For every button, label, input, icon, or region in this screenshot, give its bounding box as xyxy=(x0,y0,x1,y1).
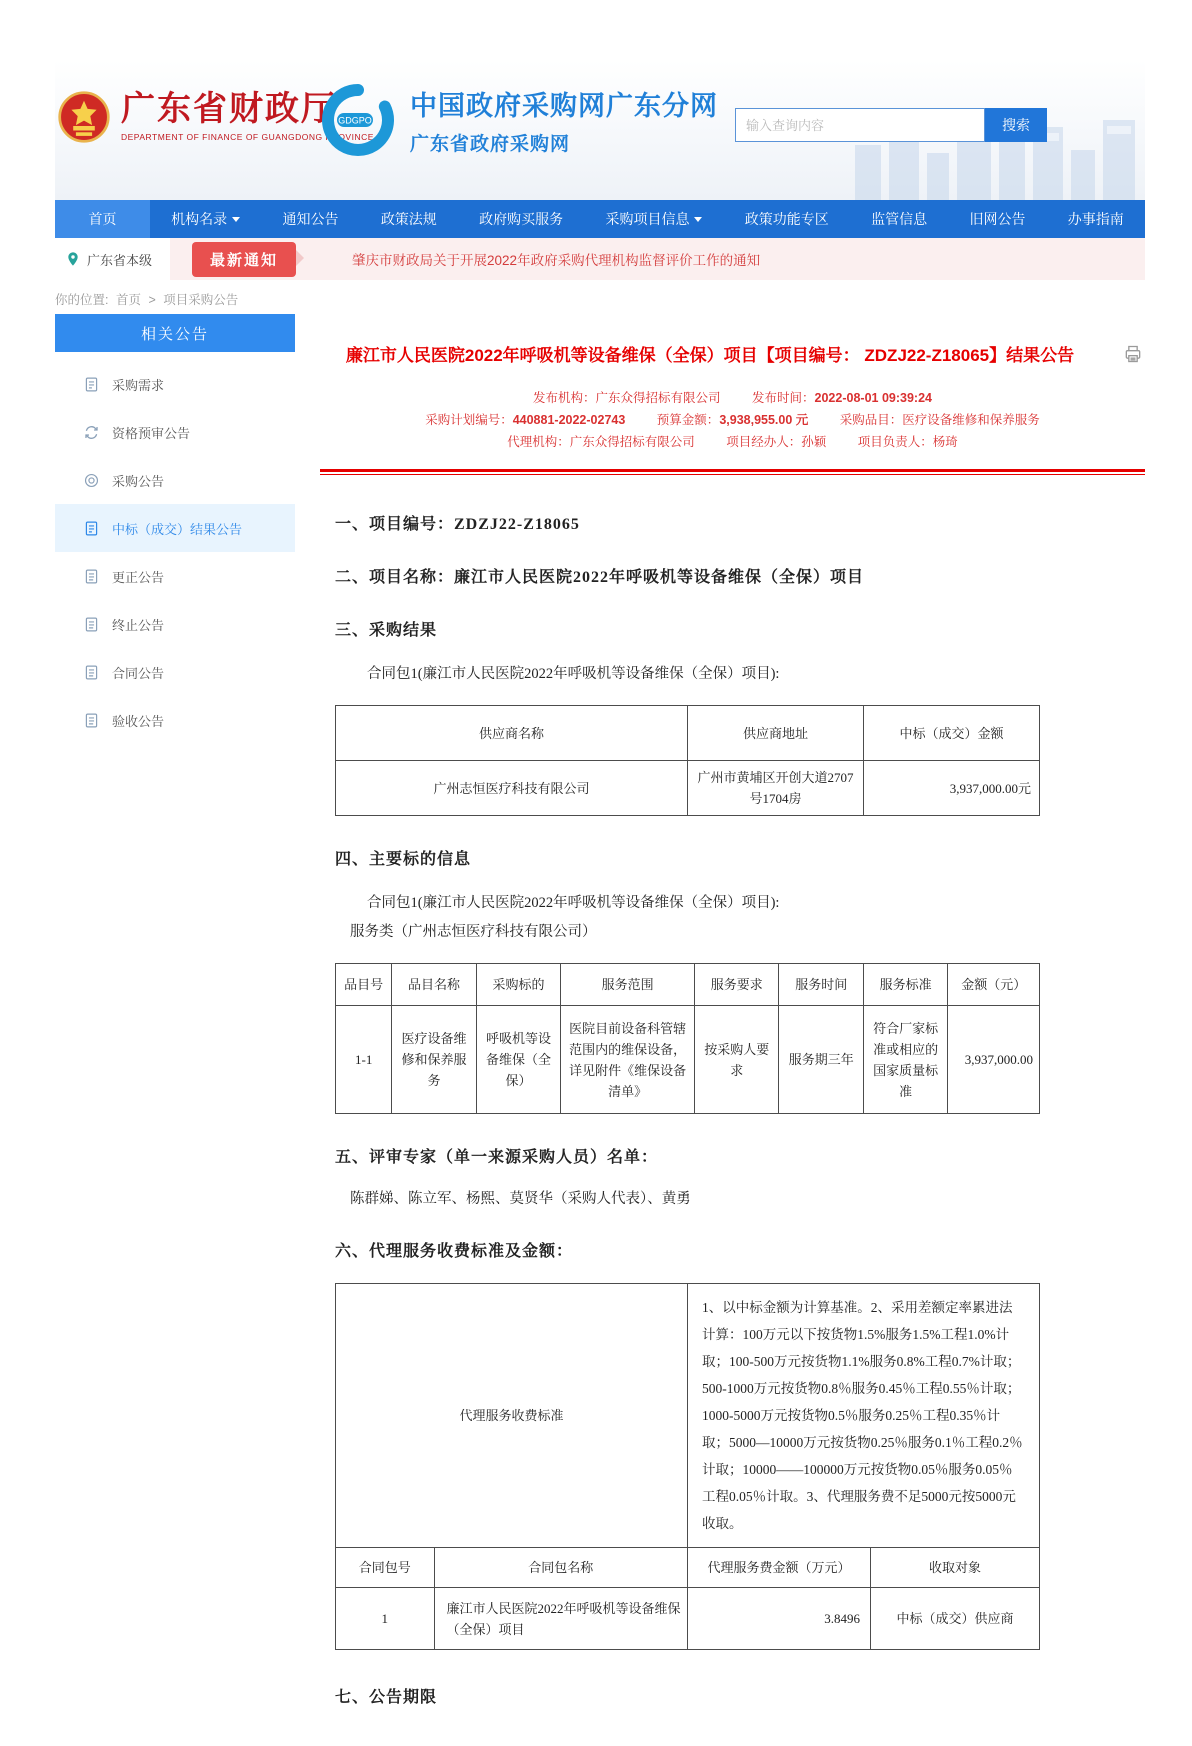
section-procurement-result: 三、采购结果 xyxy=(335,622,438,639)
fee-standard-description: 1、以中标金额为计算基准。2、采用差额定率累进法计算：100万元以下按货物1.5%服务1.5%工程1.0%计取；100-500万元按货物1.1%服务0.8%工程0.7%计取；500-1000万元按货物0.8％服务0.45％工程0.55％计取；1000-5000万元按货物0.5％服务0.25％工程0.35％计取；5000—10000万元按货物0.25％服务0.1％工程0.2％计取；10000——100000万元按货物0.05％服务0.05％工程0.05％计取。3、代理服务费不足5000元按5000元收取。 xyxy=(688,1284,1040,1548)
service-requirement: 按采购人要求 xyxy=(695,1006,779,1114)
main-nav xyxy=(55,200,1145,238)
document-icon xyxy=(83,712,100,729)
announcement-meta xyxy=(320,387,1145,453)
sidebar-title: 相关公告 xyxy=(55,314,295,352)
fee-payer: 中标（成交）供应商 xyxy=(871,1588,1040,1650)
table-header-row xyxy=(336,1548,1040,1588)
search-button[interactable]: 搜索 xyxy=(985,108,1047,142)
document-icon xyxy=(83,376,100,393)
package-fee-table xyxy=(335,1547,1040,1650)
section-experts: 五、评审专家（单一来源采购人员）名单： xyxy=(335,1149,659,1166)
search-bar xyxy=(735,108,1047,142)
section-agency-fee: 六、代理服务收费标准及金额： xyxy=(335,1243,574,1260)
meta-value: 医疗设备维修和保养服务 xyxy=(902,413,1040,427)
subject-table xyxy=(335,963,1040,1114)
meta-label: 项目经办人： xyxy=(726,435,802,449)
dept-title: 广东省财政厅 xyxy=(121,91,337,128)
nav-label: 政策法规 xyxy=(380,211,437,227)
package-name: 廉江市人民医院2022年呼吸机等设备维保（全保）项目 xyxy=(434,1588,687,1650)
nav-label: 政府购买服务 xyxy=(479,211,564,227)
nav-item-home[interactable] xyxy=(55,200,150,238)
meta-value: 广东众得招标有限公司 xyxy=(569,435,695,449)
package-number: 1 xyxy=(336,1588,435,1650)
service-scope: 医院目前设备科管辖范围内的维保设备，详见附件《维保设备清单》 xyxy=(561,1006,695,1114)
section-notice-period: 七、公告期限 xyxy=(335,1689,438,1706)
contract-package-note: 合同包1(廉江市人民医院2022年呼吸机等设备维保（全保）项目): xyxy=(367,666,780,682)
table-row xyxy=(336,1006,1040,1114)
site-header xyxy=(55,60,1145,200)
announcement-body xyxy=(320,475,1145,1707)
chevron-down-icon xyxy=(694,217,702,222)
location-pin-icon xyxy=(65,251,81,267)
sidebar-item-label: 终止公告 xyxy=(112,617,165,633)
sidebar-item-label: 更正公告 xyxy=(112,569,165,585)
column-header: 采购标的 xyxy=(476,964,560,1006)
sidebar-item-procurement-notice[interactable] xyxy=(55,456,295,504)
nav-label: 旧网公告 xyxy=(969,211,1026,227)
meta-label: 采购计划编号： xyxy=(425,413,513,427)
sidebar-item-label: 验收公告 xyxy=(112,713,165,729)
nav-label: 办事指南 xyxy=(1067,211,1124,227)
result-table xyxy=(335,705,1040,816)
column-header: 代理服务费金额（万元） xyxy=(687,1548,870,1588)
table-row xyxy=(336,761,1040,816)
breadcrumb-prefix: 你的位置: xyxy=(55,293,109,307)
national-emblem-icon xyxy=(57,88,111,146)
sidebar-item-label: 采购需求 xyxy=(112,377,165,393)
expert-names: 陈群娣、陈立军、杨熙、莫贤华（采购人代表）、黄勇 xyxy=(350,1191,691,1207)
document-icon xyxy=(83,568,100,585)
sidebar-item-award-result-notice[interactable] xyxy=(55,504,295,552)
page xyxy=(0,60,1192,1746)
column-header: 服务要求 xyxy=(695,964,779,1006)
procurement-target: 呼吸机等设备维保（全保） xyxy=(476,1006,560,1114)
supplier-address: 广州市黄埔区开创大道2707号1704房 xyxy=(688,761,864,816)
nav-label: 政策功能专区 xyxy=(744,211,829,227)
nav-label: 监管信息 xyxy=(871,211,928,227)
column-header: 服务时间 xyxy=(779,964,863,1006)
breadcrumb xyxy=(55,290,1192,308)
item-number: 1-1 xyxy=(336,1006,392,1114)
document-icon xyxy=(83,664,100,681)
column-header: 供应商名称 xyxy=(336,706,688,761)
meta-value: 广东众得招标有限公司 xyxy=(595,391,721,405)
amount: 3,937,000.00 xyxy=(948,1006,1040,1114)
nav-item-gov-purchase-service[interactable] xyxy=(458,200,584,238)
notice-bar xyxy=(55,238,1145,280)
meta-label: 发布时间： xyxy=(752,391,815,405)
sidebar xyxy=(55,314,295,764)
column-header: 中标（成交）金额 xyxy=(864,706,1040,761)
service-standard: 符合厂家标准或相应的国家质量标准 xyxy=(863,1006,947,1114)
nav-label: 通知公告 xyxy=(282,211,339,227)
column-header: 收取对象 xyxy=(871,1548,1040,1588)
sidebar-item-contract-notice[interactable] xyxy=(55,648,295,696)
nav-label: 采购项目信息 xyxy=(605,211,690,227)
sidebar-item-label: 资格预审公告 xyxy=(112,425,191,441)
fee-standard-table xyxy=(335,1283,1040,1548)
document-icon xyxy=(83,616,100,633)
nav-item-supervision[interactable] xyxy=(850,200,948,238)
sidebar-item-termination-notice[interactable] xyxy=(55,600,295,648)
sidebar-item-label: 采购公告 xyxy=(112,473,165,489)
column-header: 品目号 xyxy=(336,964,392,1006)
meta-value: 3,938,955.00 元 xyxy=(719,413,809,427)
table-header-row xyxy=(336,964,1040,1006)
meta-value: 孙颖 xyxy=(801,435,827,449)
table-row xyxy=(336,1588,1040,1650)
column-header: 品目名称 xyxy=(392,964,476,1006)
column-header: 合同包名称 xyxy=(434,1548,687,1588)
breadcrumb-separator: > xyxy=(148,293,156,307)
document-icon xyxy=(83,520,100,537)
announcement-title: 廉江市人民医院2022年呼吸机等设备维保（全保）项目【项目编号： ZDZJ22-Z18065】结果公告 xyxy=(345,346,1075,365)
nav-item-notices[interactable] xyxy=(261,200,359,238)
agency-fee-amount: 3.8496 xyxy=(687,1588,870,1650)
site-subtitle: 广东省政府采购网 xyxy=(410,134,571,155)
nav-item-policies[interactable] xyxy=(360,200,458,238)
column-header: 服务范围 xyxy=(561,964,695,1006)
nav-item-policy-zone[interactable] xyxy=(724,200,850,238)
chevron-down-icon xyxy=(232,217,240,222)
service-period: 服务期三年 xyxy=(779,1006,863,1114)
section-subject-info: 四、主要标的信息 xyxy=(335,851,472,868)
svg-text:GDGPO: GDGPO xyxy=(338,115,372,126)
meta-label: 采购品目： xyxy=(839,413,903,427)
item-name: 医疗设备维修和保养服务 xyxy=(392,1006,476,1114)
site-logo xyxy=(320,82,718,158)
breadcrumb-home[interactable]: 首页 xyxy=(115,293,141,307)
nav-item-procurement-info[interactable] xyxy=(584,200,723,238)
column-header: 合同包号 xyxy=(336,1548,435,1588)
sidebar-item-correction-notice[interactable] xyxy=(55,552,295,600)
region-selector[interactable] xyxy=(55,238,170,280)
column-header: 服务标准 xyxy=(863,964,947,1006)
gdgpo-logo-icon xyxy=(320,82,396,158)
nav-item-guide[interactable] xyxy=(1047,200,1145,238)
fee-standard-label: 代理服务收费标准 xyxy=(336,1284,688,1548)
contract-package-note: 合同包1(廉江市人民医院2022年呼吸机等设备维保（全保）项目): xyxy=(367,895,780,911)
column-header: 金额（元） xyxy=(948,964,1040,1006)
target-icon xyxy=(83,472,100,489)
sidebar-item-label: 中标（成交）结果公告 xyxy=(112,521,243,537)
site-title: 中国政府采购网广东分网 xyxy=(410,91,718,121)
meta-label: 项目负责人： xyxy=(857,435,933,449)
column-header: 供应商地址 xyxy=(688,706,864,761)
meta-value: 440881-2022-02743 xyxy=(512,413,626,427)
latest-notice-badge: 最新通知 xyxy=(192,242,296,277)
print-icon[interactable] xyxy=(1123,344,1143,364)
supplier-name: 广州志恒医疗科技有限公司 xyxy=(336,761,688,816)
award-amount: 3,937,000.00元 xyxy=(864,761,1040,816)
table-row xyxy=(336,1284,1040,1548)
notice-link[interactable]: 肇庆市财政局关于开展2022年政府采购代理机构监督评价工作的通知 xyxy=(352,253,761,268)
region-label: 广东省本级 xyxy=(87,252,153,268)
section-project-number: 一、项目编号：ZDZJ22-Z18065 xyxy=(335,516,580,533)
nav-item-old-site[interactable] xyxy=(948,200,1046,238)
sidebar-item-prequalification[interactable] xyxy=(55,408,295,456)
meta-value: 2022-08-01 09:39:24 xyxy=(814,391,932,405)
nav-item-org-directory[interactable] xyxy=(150,200,261,238)
main-content xyxy=(320,314,1145,1707)
meta-label: 发布机构： xyxy=(533,391,596,405)
meta-label: 预算金额： xyxy=(656,413,720,427)
nav-label: 机构名录 xyxy=(171,211,228,227)
meta-label: 代理机构： xyxy=(507,435,570,449)
nav-label: 首页 xyxy=(88,211,117,227)
search-input[interactable] xyxy=(735,108,985,142)
table-header-row xyxy=(336,706,1040,761)
breadcrumb-current: 项目采购公告 xyxy=(163,293,239,307)
dept-subtitle: DEPARTMENT OF FINANCE OF GUANGDONG PROVINCE xyxy=(121,132,374,142)
refresh-icon xyxy=(83,424,100,441)
section-project-name: 二、项目名称：廉江市人民医院2022年呼吸机等设备维保（全保）项目 xyxy=(335,569,865,586)
sidebar-item-label: 合同公告 xyxy=(112,665,165,681)
meta-value: 杨琦 xyxy=(932,435,958,449)
sidebar-item-procurement-demand[interactable] xyxy=(55,360,295,408)
service-class-note: 服务类（广州志恒医疗科技有限公司） xyxy=(350,924,597,940)
sidebar-item-acceptance-notice[interactable] xyxy=(55,696,295,744)
